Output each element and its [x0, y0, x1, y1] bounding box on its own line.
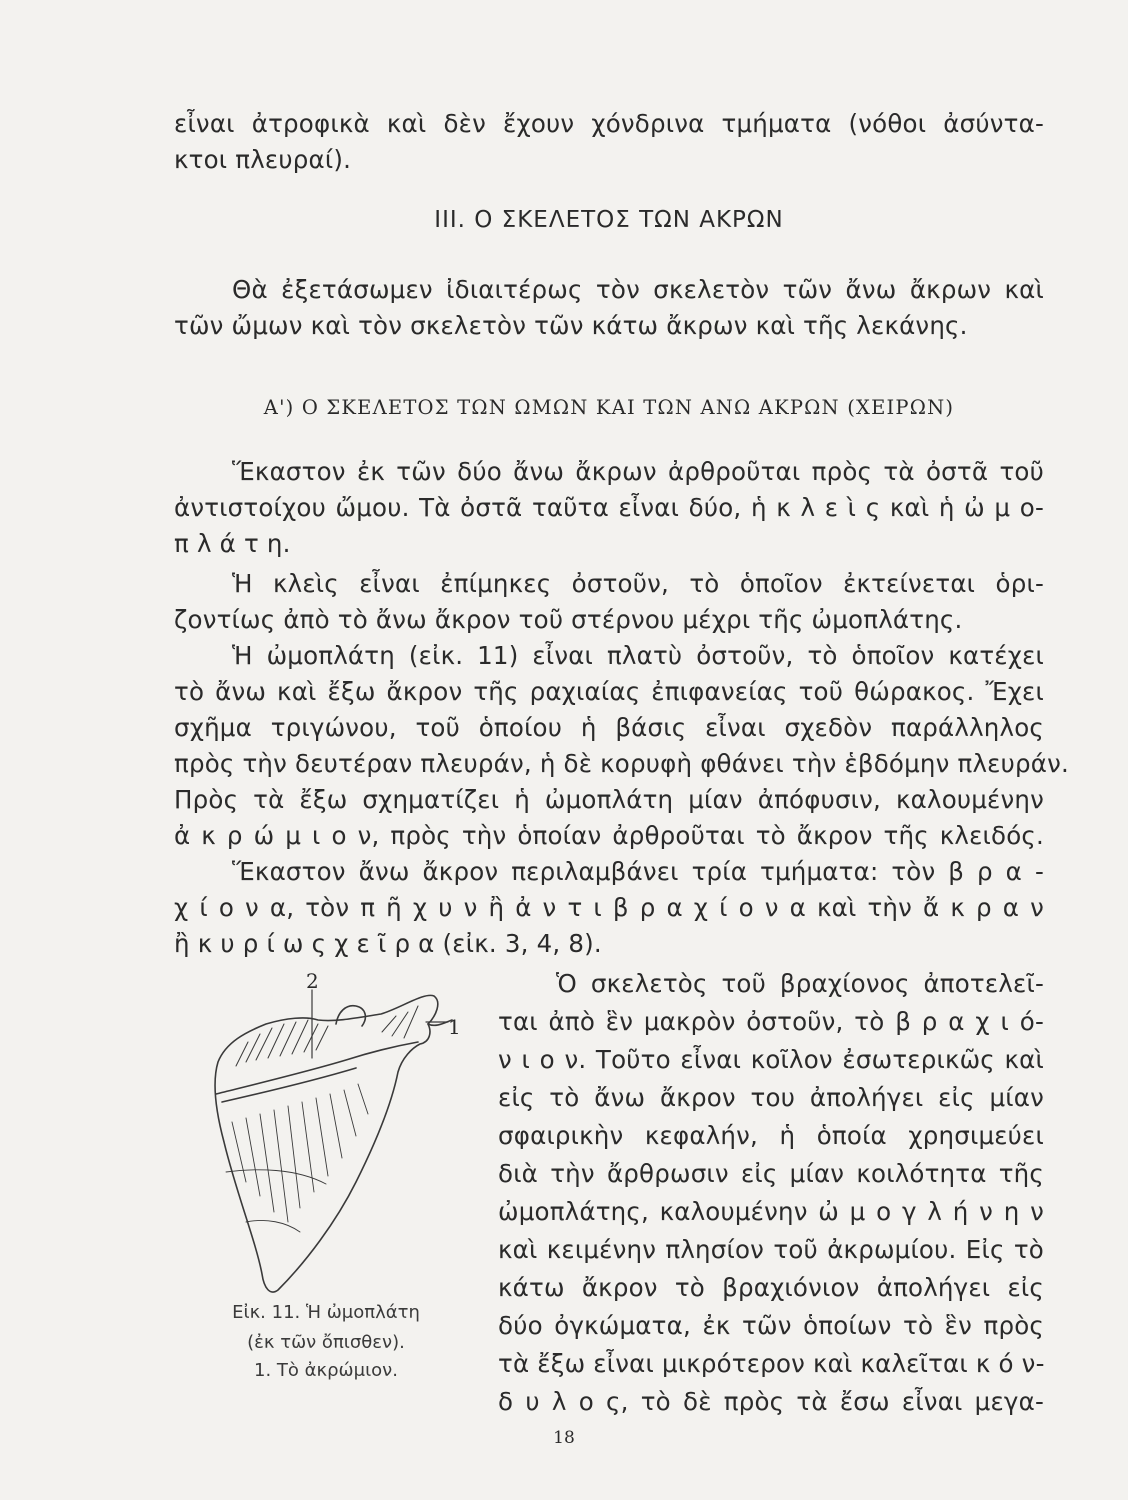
- text-line: ται ἀπὸ ἓν μακρὸν ὀστοῦν, τὸ β ρ α χ ι ό-: [498, 1007, 1044, 1036]
- text-line: ὠμοπλάτης, καλουμένην ὠ μ ο γ λ ή ν η ν: [498, 1197, 1044, 1226]
- text-line: τὰ ἔξω εἶναι μικρότερον καὶ καλεῖται κ ό ν-: [498, 1349, 1045, 1378]
- text-line: ν ι ο ν. Τοῦτο εἶναι κοῖλον ἐσωτερικῶς καὶ: [498, 1045, 1044, 1074]
- text-line: ζοντίως ἀπὸ τὸ ἄνω ἄκρον τοῦ στέρνου μέχρι τῆς ὠμοπλάτης.: [174, 605, 963, 634]
- figure-caption-line: 1. Τὸ ἀκρώμιον.: [254, 1360, 398, 1381]
- text-line: Ὁ σκελετὸς τοῦ βραχίονος ἀποτελεῖ-: [556, 969, 1044, 998]
- text-line: εἰς τὸ ἄνω ἄκρον του ἀπολήγει εἰς μίαν: [498, 1083, 1044, 1112]
- subsection-heading: Α') Ο ΣΚΕΛΕΤΟΣ ΤΩΝ ΩΜΩΝ ΚΑΙ ΤΩΝ ΑΝΩ ΑΚΡΩΝ (ΧΕΙΡΩΝ): [263, 396, 955, 419]
- text-line: κτοι πλευραί).: [174, 145, 352, 174]
- text-line: Ἡ ὠμοπλάτη (εἰκ. 11) εἶναι πλατὺ ὀστοῦν, τὸ ὁποῖον κατέχει: [232, 641, 1044, 670]
- text-line: Θὰ ἐξετάσωμεν ἰδιαιτέρως τὸν σκελετὸν τῶν ἄνω ἄκρων καὶ: [232, 275, 1044, 304]
- text-line: δ υ λ ο ς, τὸ δὲ πρὸς τὰ ἔσω εἶναι μεγα-: [498, 1387, 1044, 1416]
- text-line: καὶ κειμένην πλησίον τοῦ ἀκρωμίου. Εἰς τὸ: [498, 1235, 1044, 1264]
- text-line: κάτω ἄκρον τὸ βραχιόνιον ἀπολήγει εἰς: [498, 1273, 1044, 1302]
- figure-caption-line: Εἰκ. 11. Ἡ ὠμοπλάτη: [232, 1302, 420, 1323]
- text-line: Πρὸς τὰ ἔξω σχηματίζει ἡ ὠμοπλάτη μίαν ἀπόφυσιν, καλουμένην: [174, 785, 1044, 814]
- text-line: ἀ κ ρ ώ μ ι ο ν, πρὸς τὴν ὁποίαν ἀρθροῦται τὸ ἄκρον τῆς κλειδός.: [174, 821, 1044, 850]
- page-number: 18: [553, 1428, 575, 1448]
- figure-label-1: 1: [448, 1015, 461, 1039]
- text-line: σφαιρικὴν κεφαλήν, ἡ ὁποία χρησιμεύει: [498, 1121, 1044, 1150]
- scapula-figure: [196, 972, 476, 1302]
- section-heading: III. Ο ΣΚΕΛΕΤΟΣ ΤΩΝ ΑΚΡΩΝ: [434, 207, 784, 233]
- text-line: διὰ τὴν ἄρθρωσιν εἰς μίαν κοιλότητα τῆς: [498, 1159, 1044, 1188]
- text-line: χ ί ο ν α, τὸν π ῆ χ υ ν ἢ ἀ ν τ ι β ρ α χ ί ο ν α καὶ τὴν ἄ κ ρ α ν: [174, 893, 1044, 922]
- text-line: Ἕκαστον ἄνω ἄκρον περιλαμβάνει τρία τμήματα: τὸν β ρ α -: [232, 857, 1044, 886]
- text-line: εἶναι ἀτροφικὰ καὶ δὲν ἔχουν χόνδρινα τμήματα (νόθοι ἀσύντα-: [174, 109, 1044, 138]
- text-line: πρὸς τὴν δευτέραν πλευράν, ἡ δὲ κορυφὴ φθάνει τὴν ἑβδόμην πλευράν.: [174, 749, 1069, 778]
- text-line: Ἕκαστον ἐκ τῶν δύο ἄνω ἄκρων ἀρθροῦται πρὸς τὰ ὀστᾶ τοῦ: [232, 457, 1044, 486]
- text-line: π λ ά τ η.: [174, 529, 291, 558]
- figure-label-2: 2: [306, 972, 319, 993]
- text-line: σχῆμα τριγώνου, τοῦ ὁποίου ἡ βάσις εἶναι σχεδὸν παράλληλος: [174, 713, 1044, 742]
- text-line: τὸ ἄνω καὶ ἔξω ἄκρον τῆς ραχιαίας ἐπιφανείας τοῦ θώρακος. Ἔχει: [174, 677, 1044, 706]
- text-line: τῶν ὤμων καὶ τὸν σκελετὸν τῶν κάτω ἄκρων καὶ τῆς λεκάνης.: [174, 311, 968, 340]
- text-line: Ἡ κλεὶς εἶναι ἐπίμηκες ὀστοῦν, τὸ ὁποῖον ἐκτείνεται ὁρι-: [232, 569, 1044, 598]
- text-line: ἀντιστοίχου ὤμου. Τὰ ὀστᾶ ταῦτα εἶναι δύο, ἡ κ λ ε ὶ ς καὶ ἡ ὠ μ ο-: [174, 493, 1044, 522]
- figure-caption-line: (ἐκ τῶν ὄπισθεν).: [247, 1332, 405, 1353]
- text-line: δύο ὀγκώματα, ἐκ τῶν ὁποίων τὸ ἓν πρὸς: [498, 1311, 1044, 1340]
- scapula-drawing: [196, 972, 476, 1302]
- text-line: ἢ κ υ ρ ί ω ς χ ε ῖ ρ α (εἰκ. 3, 4, 8).: [174, 929, 602, 958]
